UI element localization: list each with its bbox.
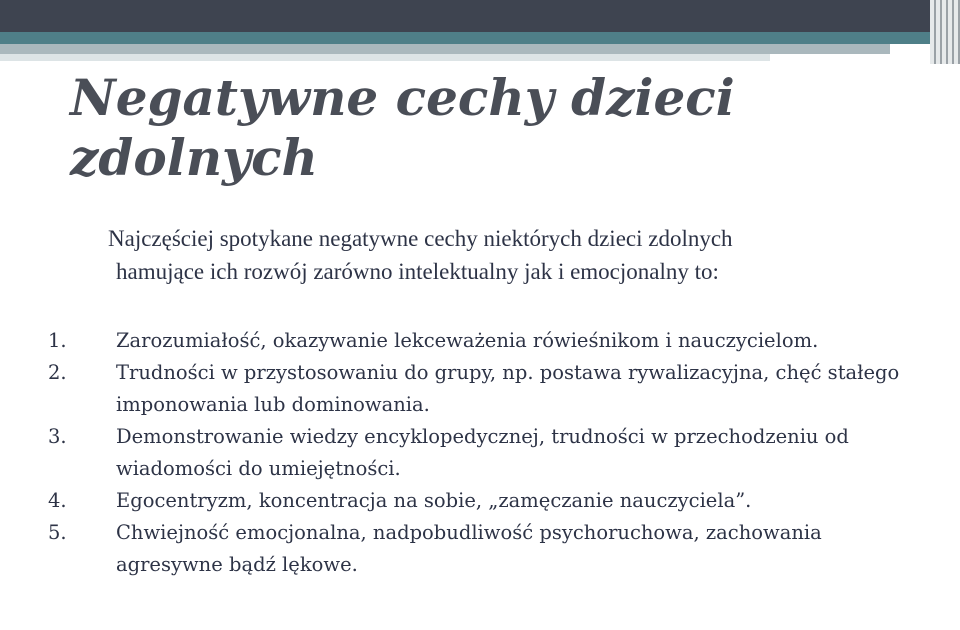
traits-list [48, 325, 928, 581]
item-number: 2. [48, 361, 67, 384]
intro-paragraph [108, 222, 908, 288]
item-text: Trudności w przystosowaniu do grupy, np. postawa rywalizacyjna, chęć stałego imponowania lub dominowania. [116, 361, 900, 416]
item-text: Demonstrowanie wiedzy encyklopedycznej, trudności w przechodzeniu od wiadomości do umiejętności. [116, 425, 849, 480]
intro-line-2: hamujące ich rozwój zarówno intelektualny jak i emocjonalny to: [116, 259, 719, 284]
list-item [48, 325, 928, 357]
list-item [48, 421, 928, 485]
slide-title: Negatywne cechy dzieci zdolnych [70, 68, 735, 187]
item-number: 3. [48, 425, 67, 448]
header-dark-bar [0, 0, 960, 32]
item-text: Zarozumiałość, okazywanie lekceważenia rówieśnikom i nauczycielom. [116, 329, 819, 352]
header-accent-bar [0, 32, 930, 44]
header-stripes [930, 0, 960, 64]
item-text: Chwiejność emocjonalna, nadpobudliwość psychoruchowa, zachowania agresywne bądź lękowe. [116, 521, 822, 576]
item-number: 4. [48, 489, 67, 512]
item-number: 5. [48, 521, 67, 544]
list-item [48, 357, 928, 421]
intro-line-1: Najczęściej spotykane negatywne cechy niektórych dzieci zdolnych [108, 226, 733, 251]
list-item [48, 517, 928, 581]
list-item [48, 485, 928, 517]
header-light-bar [0, 44, 890, 54]
header-fade-bar [0, 54, 770, 61]
item-number: 1. [48, 329, 67, 352]
item-text: Egocentryzm, koncentracja na sobie, „zamęczanie nauczyciela”. [116, 489, 752, 512]
